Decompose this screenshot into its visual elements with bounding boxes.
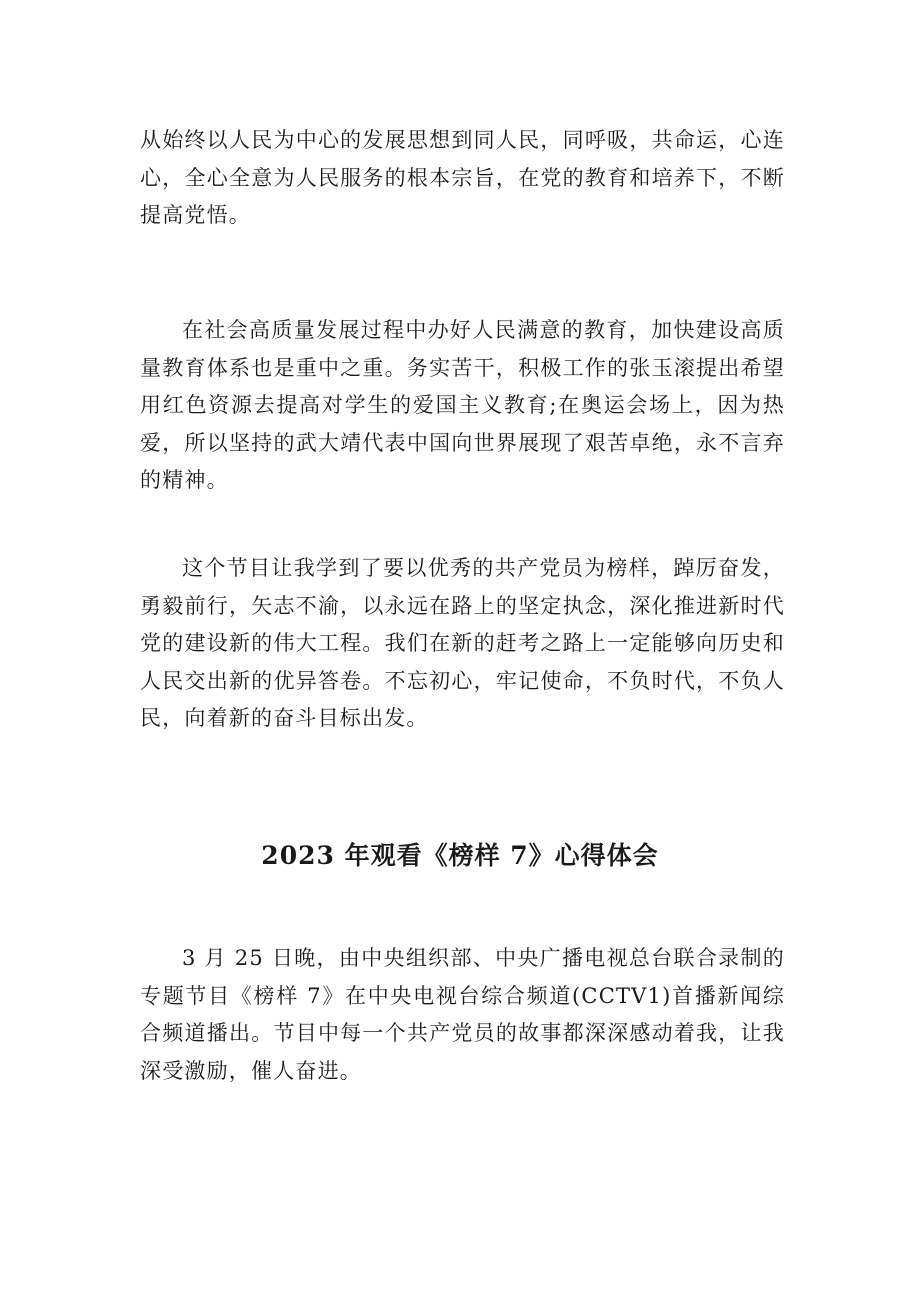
paragraph-2: 在社会高质量发展过程中办好人民满意的教育，加快建设高质量教育体系也是重中之重。务实苦干，积极工作的张玉滚提出希望用红色资源去提高对学生的爱国主义教育;在奥运会场上，因为热爱，所以坚持的武大靖代表中国向世界展现了艰苦卓绝，永不言弃的精神。 <box>140 318 785 492</box>
paragraph-3: 这个节目让我学到了要以优秀的共产党员为榜样，踔厉奋发，勇毅前行，矢志不渝，以永远在路上的坚定执念，深化推进新时代党的建设新的伟大工程。我们在新的赶考之路上一定能够向历史和人民交出新的优异答卷。不忘初心，牢记使命，不负时代，不负人民，向着新的奋斗目标出发。 <box>140 556 785 730</box>
paragraph-1: 从始终以人民为中心的发展思想到同人民，同呼吸，共命运，心连心，全心全意为人民服务的根本宗旨，在党的教育和培养下，不断提高党悟。 <box>140 128 785 227</box>
paragraph-4: 3 月 25 日晚，由中央组织部、中央广播电视总台联合录制的专题节目《榜样 7》在中央电视台综合频道(CCTV1)首播新闻综合频道播出。节目中每一个共产党员的故事都深深感动着我，让我深受激励，催人奋进。 <box>140 946 785 1083</box>
section-heading: 2023 年观看《榜样 7》心得体会 <box>261 841 659 870</box>
